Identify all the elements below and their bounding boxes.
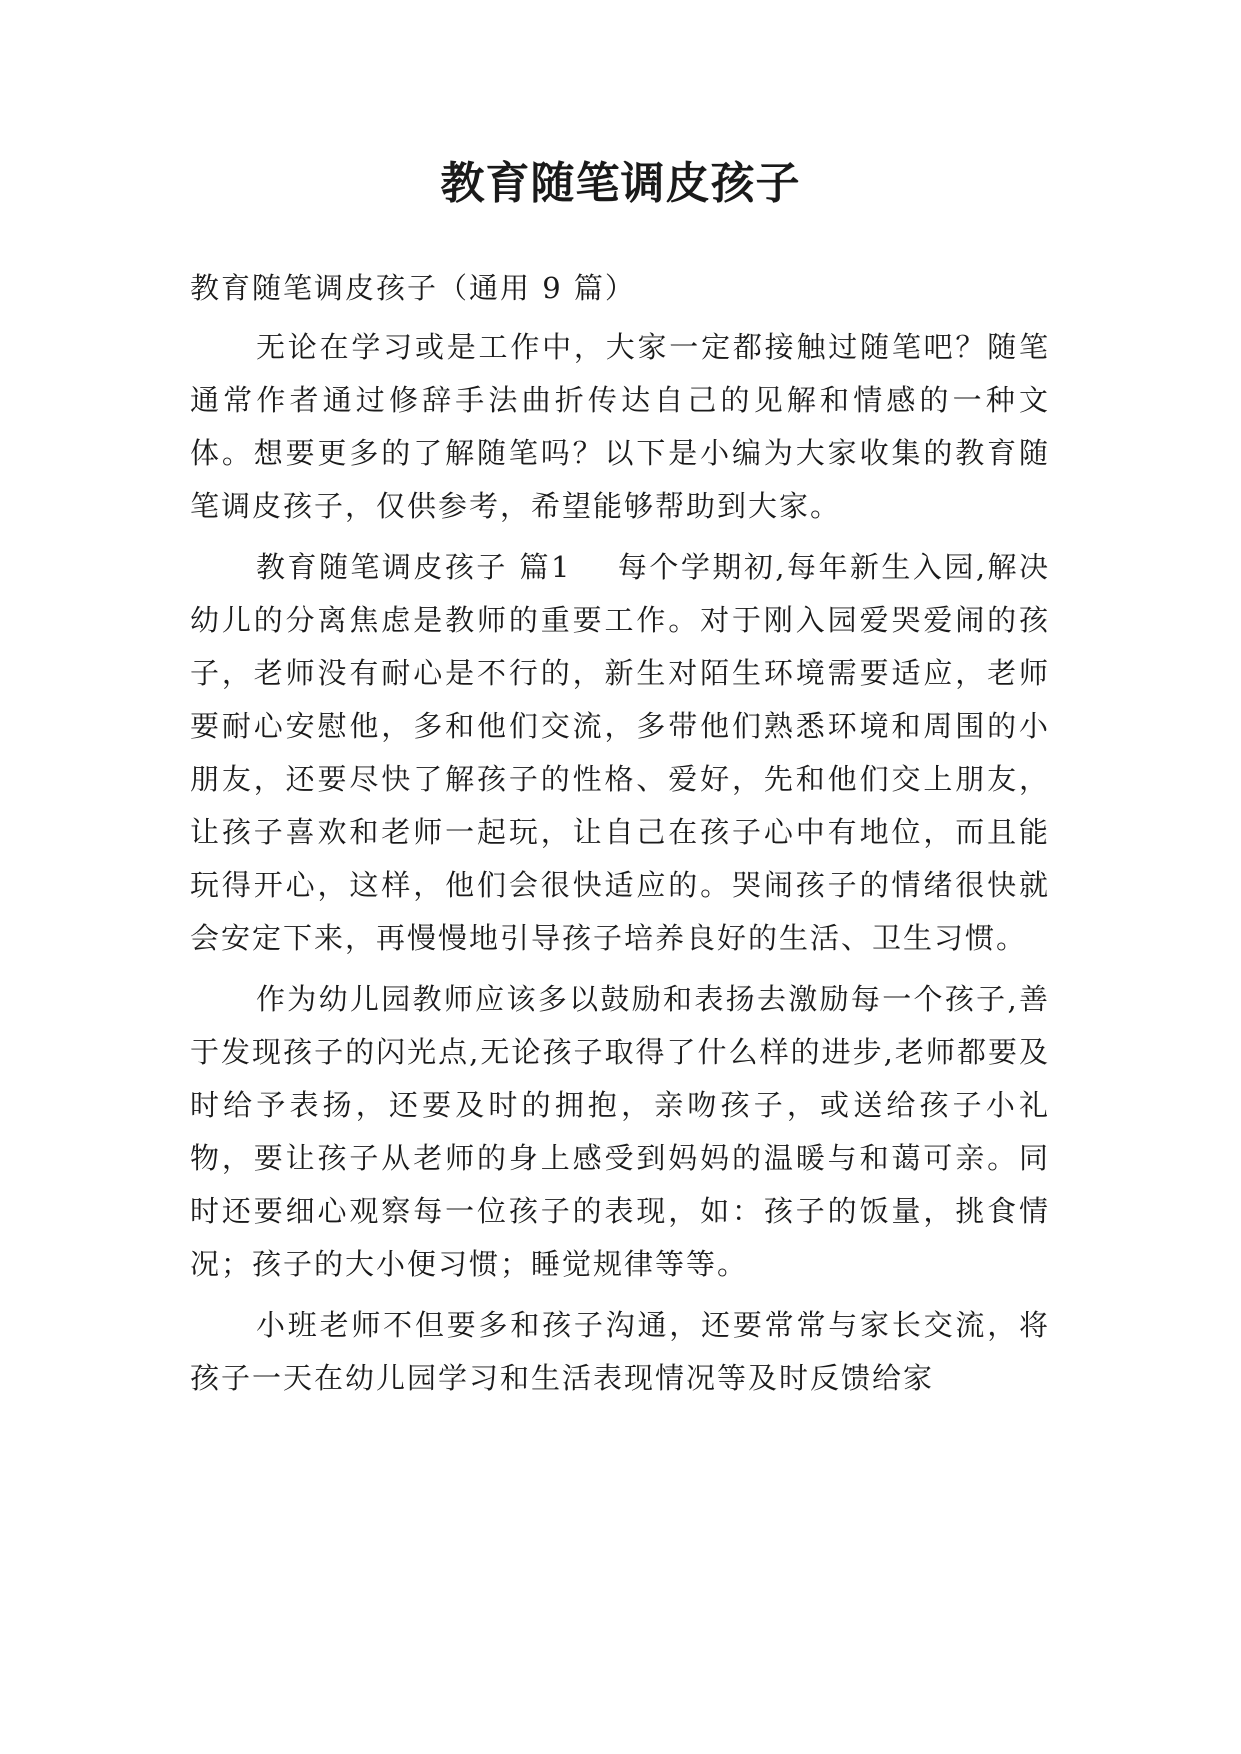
document-body	[190, 262, 1050, 1413]
section1-paragraph-1-text: 每个学期初,每年新生入园,解决幼儿的分离焦虑是教师的重要工作。对于刚入园爱哭爱闹的孩子，老师没有耐心是不行的，新生对陌生环境需要适应，老师要耐心安慰他，多和他们交流，多带他们熟悉环境和周围的小朋友，还要尽快了解孩子的性格、爱好，先和他们交上朋友，让孩子喜欢和老师一起玩，让自己在孩子心中有地位，而且能玩得开心，这样，他们会很快适应的。哭闹孩子的情绪很快就会安定下来，再慢慢地引导孩子培养良好的生活、卫生习惯。	[190, 550, 1051, 955]
document-title: 教育随笔调皮孩子	[440, 158, 801, 209]
section1-heading: 教育随笔调皮孩子 篇1	[256, 550, 572, 584]
section1-paragraph-2: 作为幼儿园教师应该多以鼓励和表扬去激励每一个孩子,善于发现孩子的闪光点,无论孩子取得了什么样的进步,老师都要及时给予表扬，还要及时的拥抱，亲吻孩子，或送给孩子小礼物，要让孩子从老师的身上感受到妈妈的温暖与和蔼可亲。同时还要细心观察每一位孩子的表现，如：孩子的饭量，挑食情况；孩子的大小便习惯；睡觉规律等等。	[190, 982, 1050, 1281]
section1-paragraph-1	[190, 541, 1050, 965]
section1-paragraph-3: 小班老师不但要多和孩子沟通，还要常常与家长交流，将孩子一天在幼儿园学习和生活表现情况等及时反馈给家	[190, 1308, 1050, 1395]
document-subtitle: 教育随笔调皮孩子（通用 9 篇）	[190, 271, 636, 305]
intro-paragraph: 无论在学习或是工作中，大家一定都接触过随笔吧？随笔通常作者通过修辞手法曲折传达自己的见解和情感的一种文体。想要更多的了解随笔吗？以下是小编为大家收集的教育随笔调皮孩子，仅供参考，希望能够帮助到大家。	[190, 330, 1050, 523]
